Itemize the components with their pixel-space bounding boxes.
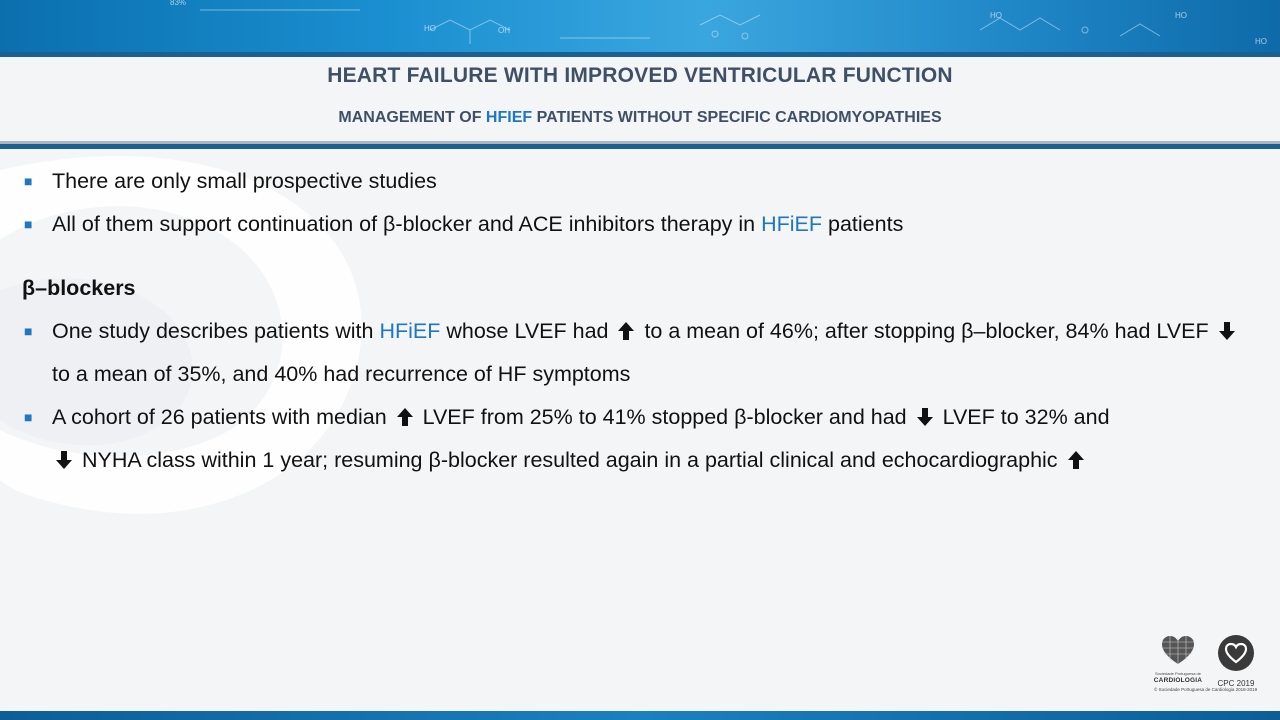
bullet-item <box>22 396 1252 482</box>
hfief-term: HFiEF <box>761 212 823 236</box>
bullet-text: LVEF to 32% and <box>936 405 1110 429</box>
bullet-text: One study describes patients with <box>52 319 380 343</box>
bullet-text: patients <box>822 212 904 236</box>
chem-label: HO <box>990 11 1002 20</box>
heart-grid-icon <box>1160 634 1196 666</box>
bullet-item <box>22 310 1252 396</box>
chem-label: HO <box>1255 37 1267 46</box>
spc-name: CARDIOLOGIA <box>1153 677 1203 684</box>
arrow-down-icon <box>1217 321 1237 341</box>
arrow-up-icon <box>395 407 415 427</box>
bullet-item <box>22 203 1252 246</box>
spc-small-text: Sociedade Portuguesa de <box>1154 671 1202 676</box>
chem-label: HO <box>424 24 436 33</box>
copyright-note: © Sociedade Portuguesa de Cardiologia 2018-2019 <box>1154 687 1258 692</box>
title-rule-accent <box>0 144 1280 149</box>
arrow-up-icon <box>1066 450 1086 470</box>
bullet-item <box>22 160 1252 203</box>
section-heading: β–blockers <box>22 276 136 300</box>
bullet-text: to a mean of 35%, and 40% had recurrence of HF symptoms <box>52 362 631 386</box>
slide-content <box>22 160 1252 482</box>
cpc-heart-icon <box>1217 634 1255 672</box>
bullet-text: LVEF from 25% to 41% stopped β-blocker and had <box>416 405 913 429</box>
square-bullet-icon: ■ <box>24 216 33 232</box>
bullet-text: whose LVEF had <box>440 319 615 343</box>
bottom-bar <box>0 711 1280 720</box>
banner-number: 83% <box>170 0 187 7</box>
arrow-down-icon <box>915 407 935 427</box>
chem-label: OH <box>498 26 510 35</box>
hfief-term: HFiEF <box>379 319 441 343</box>
cpc-logo <box>1212 634 1260 688</box>
bullet-text: There are only small prospective studies <box>52 169 437 193</box>
slide-title: HEART FAILURE WITH IMPROVED VENTRICULAR FUNCTION <box>327 64 953 87</box>
spc-logo <box>1152 634 1204 684</box>
bullet-text: NYHA class within 1 year; resuming β-blocker resulted again in a partial clinical and echocardiographic <box>76 448 1064 472</box>
bullet-text: A cohort of 26 patients with median <box>52 405 393 429</box>
header-banner <box>0 0 1280 52</box>
arrow-up-icon <box>616 321 636 341</box>
square-bullet-icon: ■ <box>24 323 33 339</box>
arrow-down-icon <box>54 450 74 470</box>
square-bullet-icon: ■ <box>24 173 33 189</box>
square-bullet-icon: ■ <box>24 409 33 425</box>
subtitle-highlight: HFIEF <box>485 109 533 126</box>
chem-label: HO <box>1175 11 1187 20</box>
bullet-text: All of them support continuation of β-blocker and ACE inhibitors therapy in <box>52 212 762 236</box>
banner-decoration <box>0 0 1280 52</box>
cpc-name: CPC 2019 <box>1217 679 1255 688</box>
subtitle-prefix: MANAGEMENT OF <box>338 109 486 126</box>
slide-subtitle <box>0 109 1280 127</box>
banner-underline <box>0 52 1280 57</box>
bullet-text: to a mean of 46%; after stopping β–blocker, 84% had LVEF <box>638 319 1215 343</box>
subtitle-suffix: PATIENTS WITHOUT SPECIFIC CARDIOMYOPATHIES <box>532 109 942 126</box>
